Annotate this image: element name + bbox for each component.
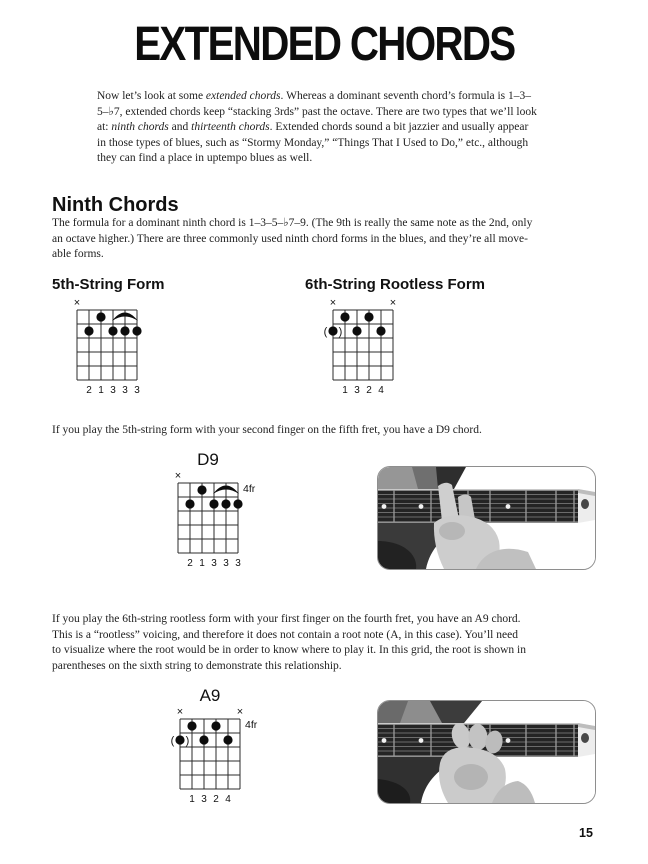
ninth-chords-heading: Ninth Chords bbox=[52, 194, 179, 216]
svg-text:): ) bbox=[338, 326, 343, 338]
svg-text:1: 1 bbox=[189, 794, 195, 805]
d9-lead-text: If you play the 5th-string form with your second finger on the fifth fret, you have a D9 chord. bbox=[52, 424, 482, 436]
svg-text:3: 3 bbox=[354, 385, 360, 396]
intro-paragraph: Now let’s look at some extended chords. Whereas a dominant seventh chord’s formula is 1–3– 5–♭7, extended chords keep “stacking 3rds” past the octave. There are two types that we’ll look at: ninth chords and thirteenth chords. Extended chords sound a bit jazzier and usually appear in those types of blues, such as “Stormy Monday,” “Things That I Used to Do,” etc., although they can find a place in uptempo blues as well. bbox=[97, 90, 537, 165]
chord-grid-svg bbox=[313, 292, 425, 396]
svg-text:2: 2 bbox=[366, 385, 372, 396]
svg-text:2: 2 bbox=[86, 385, 92, 396]
svg-text:3: 3 bbox=[235, 558, 241, 569]
svg-text:): ) bbox=[185, 735, 190, 747]
guitar-hand-photo-d9 bbox=[378, 467, 595, 569]
svg-text:1: 1 bbox=[199, 558, 205, 569]
chord-grid-svg bbox=[158, 465, 270, 569]
svg-text:3: 3 bbox=[110, 385, 116, 396]
a9-chord-label: A9 bbox=[199, 686, 221, 705]
a9-lead-text: If you play the 6th-string rootless form with your first finger on the fourth fret, you have an A9 chord. This is a “rootless” voicing, and therefore it does not contain a root note (A, in this case). You’ll need to visualize where the root would be in order to know where to play it. In this grid, the root is shown in parentheses on the sixth string to demonstrate this relationship. bbox=[52, 613, 526, 672]
svg-text:×: × bbox=[176, 706, 184, 718]
svg-text:×: × bbox=[329, 297, 337, 309]
chord-grid-svg bbox=[160, 701, 272, 805]
svg-text:2: 2 bbox=[187, 558, 193, 569]
svg-text:3: 3 bbox=[201, 794, 207, 805]
svg-text:×: × bbox=[174, 470, 182, 482]
page-number: 15 bbox=[579, 826, 593, 840]
d9-chord-label: D9 bbox=[197, 450, 219, 469]
svg-text:4: 4 bbox=[378, 385, 384, 396]
svg-text:×: × bbox=[236, 706, 244, 718]
chord-diagram-5th-string-form bbox=[57, 292, 169, 401]
svg-text:×: × bbox=[389, 297, 397, 309]
ninth-chords-paragraph: The formula for a dominant ninth chord is 1–3–5–♭7–9. (The 9th is really the same note as the 2nd, only an octave higher.) There are three commonly used ninth chord forms in the blues, and they’re all move- able forms. bbox=[52, 217, 533, 261]
sixth-string-rootless-heading: 6th-String Rootless Form bbox=[305, 276, 486, 293]
svg-text:(: ( bbox=[170, 735, 175, 747]
svg-text:4fr: 4fr bbox=[243, 483, 256, 495]
page-title-text: EXTENDED CHORDS bbox=[133, 18, 515, 71]
svg-text:4: 4 bbox=[225, 794, 231, 805]
svg-text:(: ( bbox=[323, 326, 328, 338]
svg-text:3: 3 bbox=[223, 558, 229, 569]
page-title bbox=[0, 18, 648, 71]
svg-text:4fr: 4fr bbox=[245, 719, 258, 731]
svg-text:1: 1 bbox=[342, 385, 348, 396]
chord-diagram-6th-string-rootless bbox=[313, 292, 425, 401]
chord-grid-svg bbox=[57, 292, 169, 396]
svg-text:×: × bbox=[73, 297, 81, 309]
chord-diagram-a9 bbox=[160, 701, 272, 810]
guitar-hand-photo-a9 bbox=[378, 701, 595, 803]
tuner-peg bbox=[581, 499, 589, 509]
a9-hand-photo bbox=[377, 700, 596, 804]
svg-text:3: 3 bbox=[134, 385, 140, 396]
svg-text:3: 3 bbox=[122, 385, 128, 396]
tuner-peg bbox=[581, 733, 589, 743]
svg-text:1: 1 bbox=[98, 385, 104, 396]
chord-diagram-d9 bbox=[158, 465, 270, 574]
svg-text:3: 3 bbox=[211, 558, 217, 569]
d9-hand-photo bbox=[377, 466, 596, 570]
svg-text:2: 2 bbox=[213, 794, 219, 805]
fifth-string-form-heading: 5th-String Form bbox=[52, 276, 165, 293]
